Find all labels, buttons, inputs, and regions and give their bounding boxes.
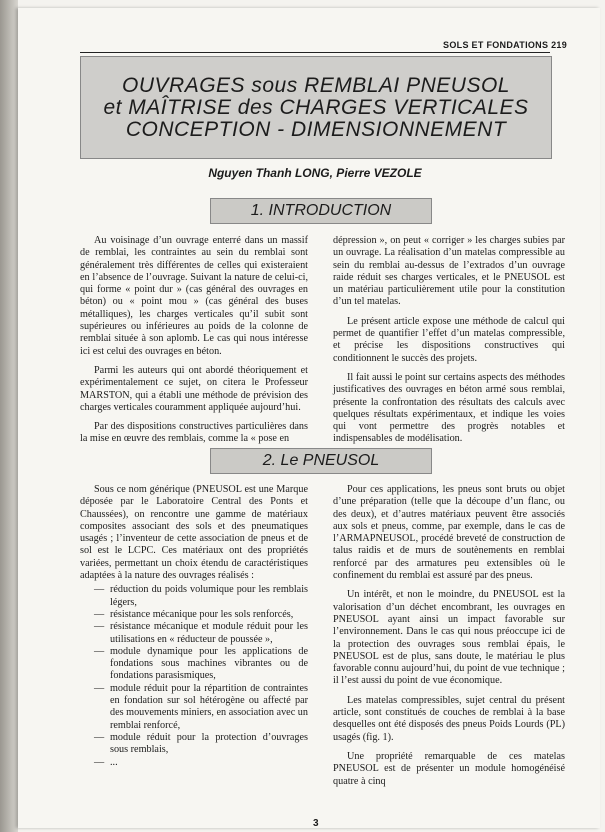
paragraph: Par des dispositions constructives particulières dans la mise en œuvre des remblais, comme la « pose en (80, 421, 308, 445)
list-item: — réduction du poids volumique pour les remblais légers, (80, 584, 308, 609)
list-item: — module réduit pour la protection d’ouvrages sous remblais, (80, 732, 308, 757)
paragraph: Un intérêt, et non le moindre, du PNEUSOL est la valorisation d’un déchet encombrant, les ouvrages en PNEUSOL ayant ainsi un impact favorable sur l’environnement. Dans le cas qui nous préoccupe ici de la protection des ouvrages sous remblai épais, le PNEUSOL est de plus, sans doute, le matériau le plus favorable connu aujourd’hui, du point de vue technique ; il l’est aussi du point de vue économique. (333, 589, 565, 687)
page-number: 3 (313, 818, 319, 829)
paragraph: Le présent article expose une méthode de calcul qui permet de quantifier l’effet d’un matelas compressible, et précise les dispositions constructives qui conditionnent le succès des projets. (333, 315, 565, 364)
authors: Nguyen Thanh LONG, Pierre VEZOLE (208, 166, 422, 180)
section-heading-pneusol (210, 448, 432, 474)
list-item: — résistance mécanique et module réduit pour les utilisations en « réducteur de poussée », (80, 621, 308, 646)
title-line-2: et MAÎTRISE des CHARGES VERTICALES (103, 95, 529, 119)
paragraph: Pour ces applications, les pneus sont bruts ou objet d’une préparation (telle que la découpe d’un flanc, ou des deux), et d’autres matériaux peuvent être associés aux sols et pneus, comme, par exemple, dans le cas de l’ARMAPNEUSOL, procédé breveté de construction de talus raidis et de murs de soutènements en remblai renforcé par des armatures peu extensibles où le confinement du remblai est assuré par des pneus. (333, 484, 565, 582)
journal-header: SOLS ET FONDATIONS 219 (443, 40, 567, 50)
title-box (80, 56, 552, 159)
intro-left-column (80, 235, 308, 453)
title-line-3: CONCEPTION - DIMENSIONNEMENT (125, 117, 507, 141)
paragraph: Parmi les auteurs qui ont abordé théoriquement et expérimentalement ce sujet, on citera le Professeur MARSTON, qui a établi une méthode de prévision des charges verticales couramment appliquée aujourd’hui. (80, 364, 308, 413)
paragraph: Une propriété remarquable de ces matelas PNEUSOL est de présenter un module homogénéisé quatre à cinq (333, 750, 565, 787)
header-rule (80, 52, 550, 53)
section-title: 1. INTRODUCTION (250, 202, 392, 219)
property-list (80, 584, 308, 768)
paragraph: Il fait aussi le point sur certains aspects des méthodes justificatives des ouvrages en béton armé sous remblai, présente la confrontation des résultats des calculs avec quelques résultats expérimentaux, et indique les voies qui vont permettre des progrès notables et indispensables de modélisation. (333, 371, 565, 445)
binding-edge (0, 0, 18, 832)
paragraph: Au voisinage d’un ouvrage enterré dans un massif de remblai, les contraintes au sein du remblai sont généralement très différentes de celles qui existeraient en l’absence de l’ouvrage. Suivant la nature de celui-ci, qui forme « point dur » (cas général des ouvrages en béton) ou « point mou » (cas général des buses métalliques), les charges verticales qu’il subit sont supérieures ou inférieures au poids de la colonne de remblai située à son aplomb. Le cas qui nous intéresse ici est celui des ouvrages en béton. (80, 235, 308, 357)
intro-right-column (333, 235, 565, 453)
paragraph: dépression », on peut « corriger » les charges subies par un ouvrage. La réalisation d’un matelas compressible au sein du remblai au-dessus de l’extrados d’un ouvrage raide réduit ses charges verticales, et le PNEUSOL est un matériau particulièrement utile pour la constitution d’un tel matelas. (333, 235, 565, 308)
pneusol-right-column (333, 484, 565, 795)
paragraph: Les matelas compressibles, sujet central du présent article, sont constitués de couches de remblai à la base desquelles ont été disposés des pneus Poids Lourds (PL) usagés (fig. 1). (333, 694, 565, 743)
list-item: — module dynamique pour les applications de fondations sous machines vibrantes ou de fondations parasismiques, (80, 646, 308, 683)
section-heading-introduction (210, 198, 432, 224)
pneusol-left-column (80, 484, 308, 769)
list-item: — ... (80, 757, 308, 769)
section-title: 2. Le PNEUSOL (262, 452, 380, 469)
list-item: — résistance mécanique pour les sols renforcés, (80, 609, 308, 621)
title-line-1: OUVRAGES sous REMBLAI PNEUSOL (122, 73, 510, 97)
paragraph: Sous ce nom générique (PNEUSOL est une Marque déposée par le Laboratoire Central des Ponts et Chaussées), on rencontre une gamme de matériaux composites associant des sols et des pneumatiques usagés ; l’inventeur de cette association de pneus et de sol est le LCPC. Ces matériaux ont des propriétés variées, permettant un choix étendu de caractéristiques adaptées à la nature des ouvrages réalisés : (80, 484, 308, 582)
list-item: — module réduit pour la répartition de contraintes en fondation sur sol hétérogène ou affecté par des mouvements miniers, en association avec un remblai renforcé, (80, 683, 308, 732)
